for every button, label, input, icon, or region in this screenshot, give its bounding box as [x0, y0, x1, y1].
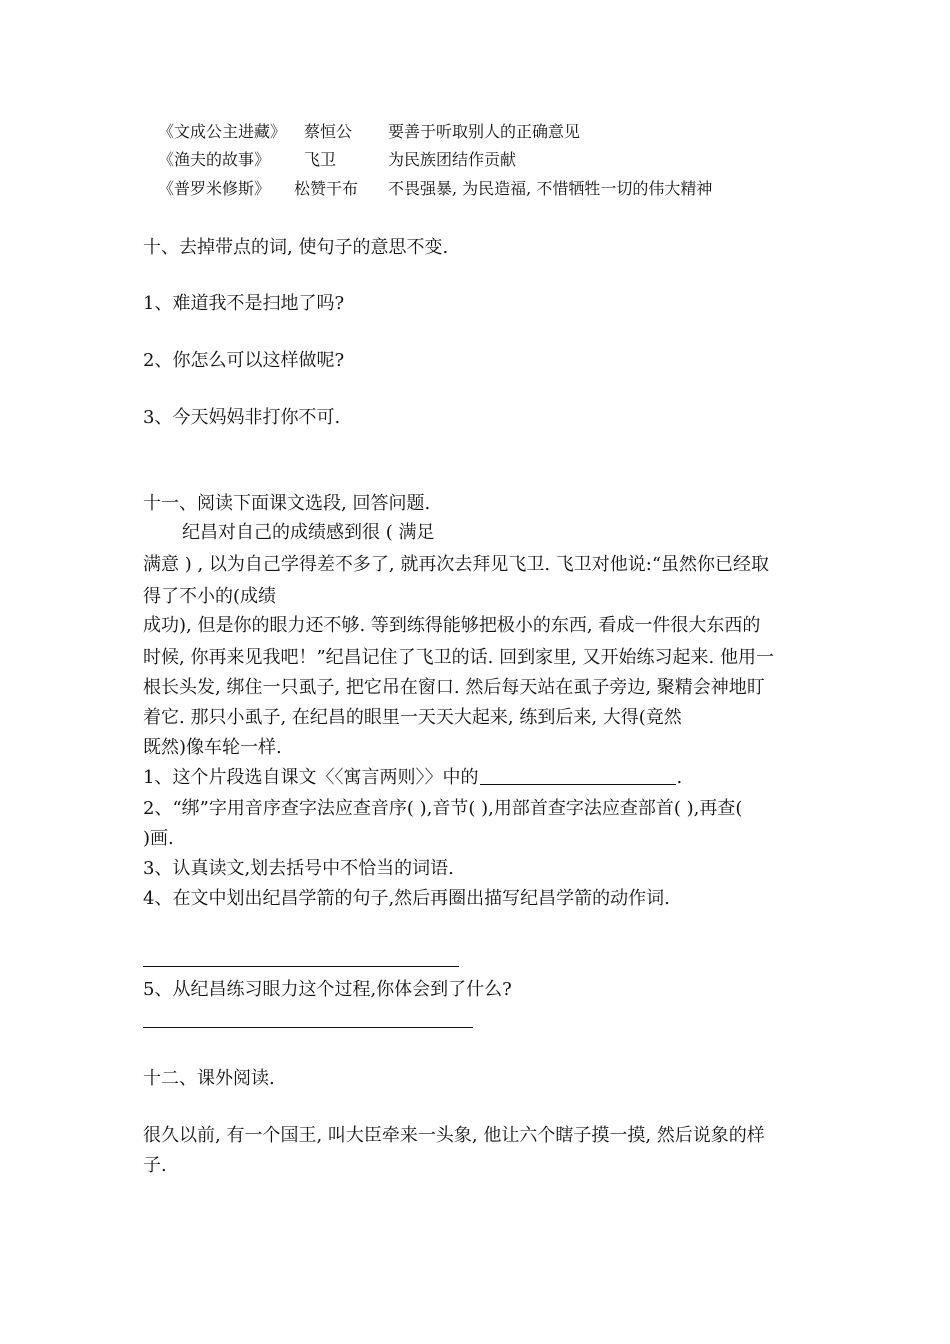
reading-para-line-2: 子. — [143, 1155, 167, 1176]
match-meaning-1: 要善于听取别人的正确意见 — [388, 122, 581, 141]
reading-para-line-1: 很久以前, 有一个国王, 叫大臣牵来一头象, 他让六个瞎子摸一摸, 然后说象的样 — [143, 1125, 765, 1146]
question-3: 3、认真读文,划去括号中不恰当的词语. — [143, 858, 454, 879]
question-4: 4、在文中划出纪昌学箭的句子,然后再圈出描写纪昌学箭的动作词. — [143, 888, 670, 909]
question-2-line-1: 2、“绑”字用音序查字法应查音序( ),音节( ),用部首查字法应查部首( ),再查( — [143, 798, 743, 819]
match-person-3: 松赞干布 — [294, 179, 359, 198]
passage-line-6: 根长头发, 绑住一只虱子, 把它吊在窗口. 然后每天站在虱子旁边, 聚精会神地盯 — [143, 677, 765, 698]
answer-line-4[interactable] — [143, 966, 459, 967]
section-10-item-1: 1、难道我不是扫地了吗? — [143, 293, 345, 314]
passage-line-4: 成功), 但是你的眼力还不够. 等到练得能够把极小的东西, 看成一件很大东西的 — [143, 615, 761, 636]
section-11-heading: 十一、阅读下面课文选段, 回答问题. — [143, 493, 431, 514]
match-meaning-2: 为民族团结作贡献 — [388, 150, 517, 169]
question-2-line-2: )画. — [143, 828, 174, 849]
section-10-item-2: 2、你怎么可以这样做呢? — [143, 350, 345, 371]
answer-blank-1[interactable] — [480, 766, 676, 785]
match-person-2: 飞卫 — [304, 150, 337, 169]
section-12-heading: 十二、课外阅读. — [143, 1068, 275, 1089]
section-10-heading: 十、去掉带点的词, 使句子的意思不变. — [143, 237, 449, 258]
passage-line-1: 纪昌对自己的成绩感到很 ( 满足 — [182, 522, 435, 543]
passage-line-2: 满意 ) , 以为自己学得差不多了, 就再次去拜见飞卫. 飞卫对他说:“虽然你已经取 — [143, 554, 770, 575]
passage-line-3: 得了不小的(成绩 — [143, 586, 277, 607]
question-5: 5、从纪昌练习眼力这个过程,你体会到了什么? — [143, 979, 512, 1000]
match-title-1: 《文成公主进藏》 — [158, 122, 287, 141]
question-1-text: 1、这个片段选自课文〈〈寓言两则〉〉中的 — [143, 767, 479, 788]
question-1 — [143, 766, 682, 790]
match-title-2: 《渔夫的故事》 — [158, 150, 271, 169]
match-person-1: 蔡恒公 — [304, 122, 353, 141]
question-1-end: . — [676, 767, 683, 788]
match-title-3: 《普罗米修斯》 — [158, 179, 271, 198]
passage-line-7: 着它. 那只小虱子, 在纪昌的眼里一天天大起来, 练到后来, 大得(竟然 — [143, 707, 682, 728]
section-10-item-3: 3、今天妈妈非打你不可. — [143, 407, 341, 428]
answer-line-5[interactable] — [143, 1027, 473, 1028]
match-meaning-3: 不畏强暴, 为民造福, 不惜牺牲一切的伟大精神 — [388, 179, 713, 198]
passage-line-8: 既然)像车轮一样. — [143, 737, 282, 758]
passage-line-5: 时候, 你再来见我吧！”纪昌记住了飞卫的话. 回到家里, 又开始练习起来. 他用一 — [143, 647, 774, 668]
